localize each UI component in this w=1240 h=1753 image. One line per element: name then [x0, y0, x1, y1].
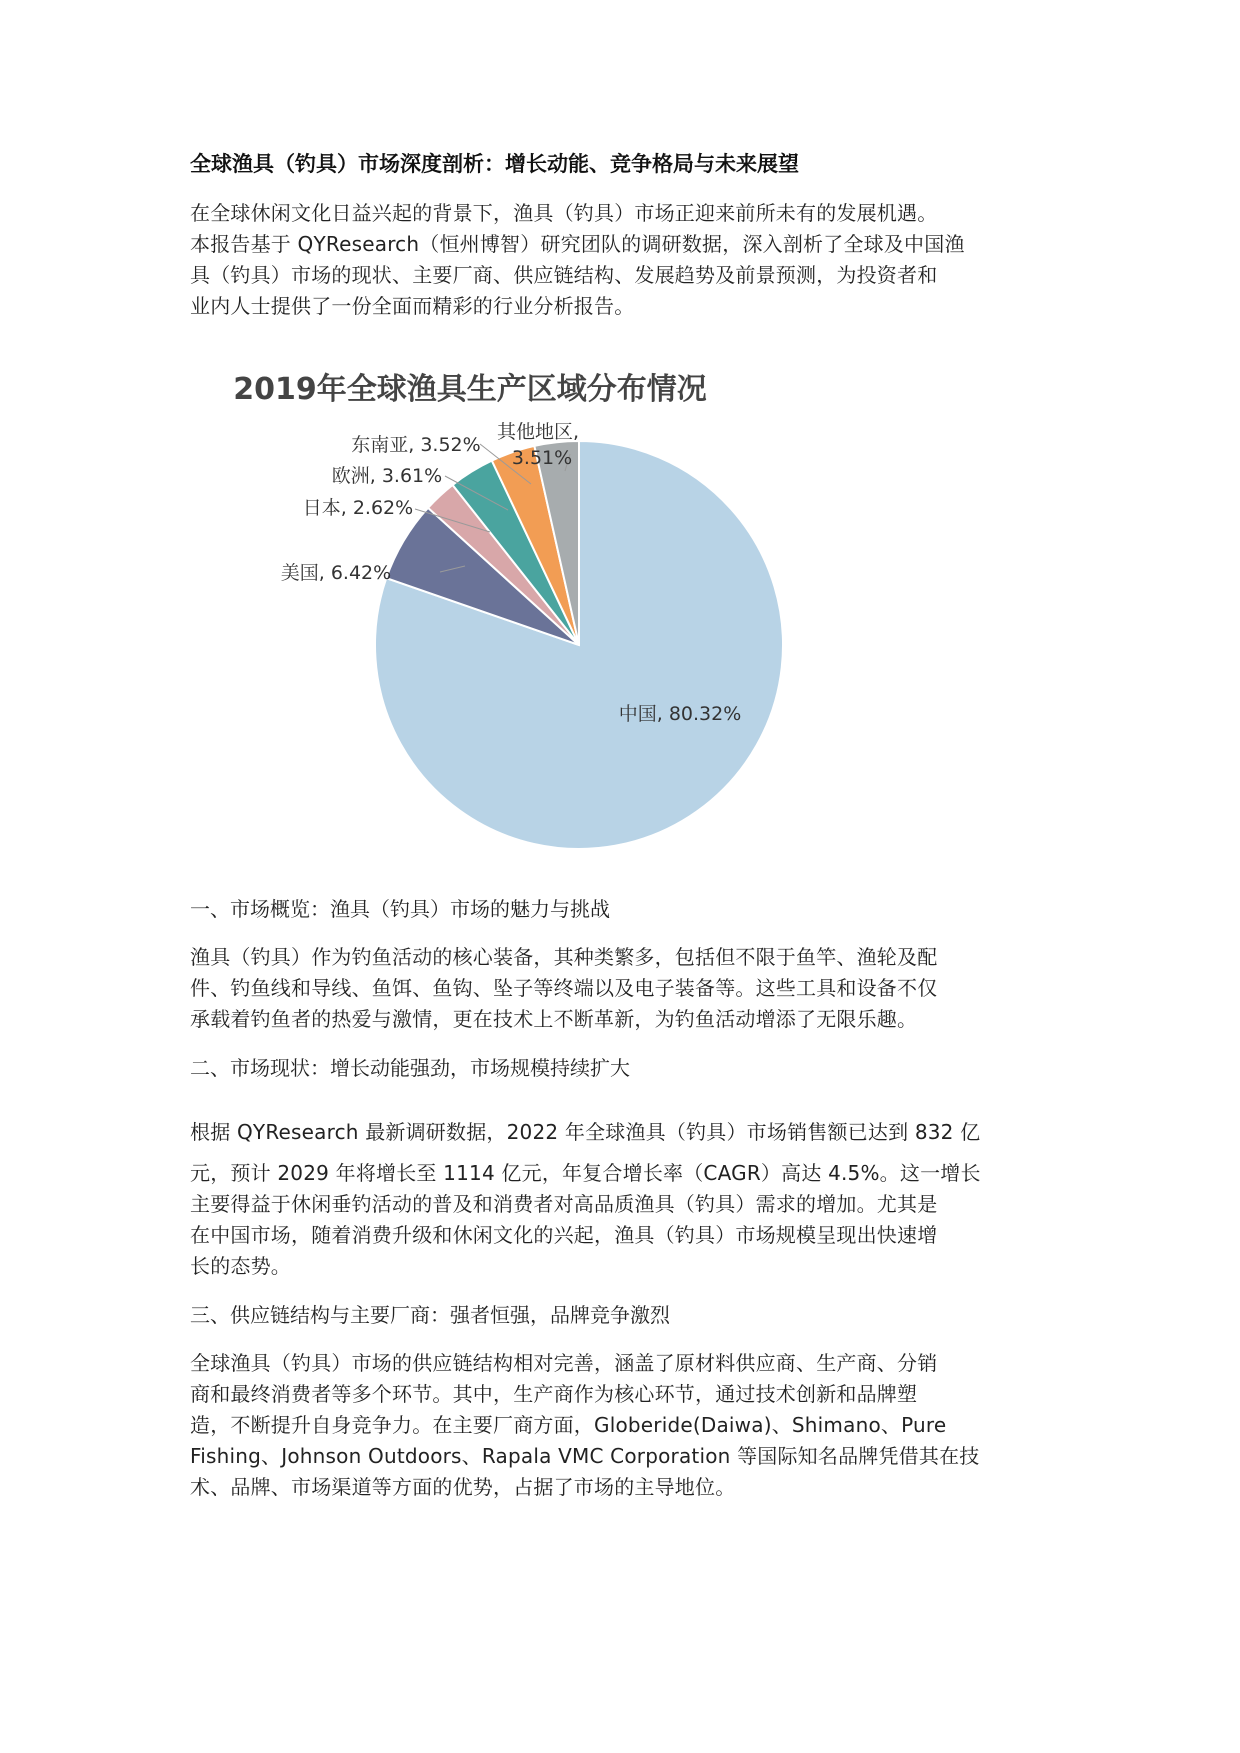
section-line: 渔具（钓具）作为钓鱼活动的核心装备，其种类繁多，包括但不限于鱼竿、渔轮及配 [190, 945, 938, 969]
section-1 [190, 894, 1050, 1035]
slice-label-japan: 日本, 2.62% [302, 497, 414, 519]
section-line: 主要得益于休闲垂钓活动的普及和消费者对高品质渔具（钓具）需求的增加。尤其是 [190, 1192, 938, 1216]
document-page [190, 148, 1050, 1503]
section-line: 承载着钓鱼者的热爱与激情，更在技术上不断革新，为钓鱼活动增添了无限乐趣。 [190, 1007, 918, 1031]
slice-label-china: 中国, 80.32% [618, 703, 742, 725]
section-line: 商和最终消费者等多个环节。其中，生产商作为核心环节，通过技术创新和品牌塑 [190, 1382, 918, 1406]
pie-chart [190, 344, 1050, 884]
slice-label-usa: 美国, 6.42% [280, 562, 392, 584]
section-heading: 一、市场概览：渔具（钓具）市场的魅力与挑战 [190, 897, 610, 921]
chart-title: 2019年全球渔具生产区域分布情况 [233, 372, 707, 407]
section-3 [190, 1300, 1050, 1503]
section-line: 根据 QYResearch 最新调研数据，2022 年全球渔具（钓具）市场销售额已达到 832 亿 [190, 1120, 981, 1144]
slice-label-southeast-asia: 东南亚, 3.52% [351, 434, 481, 456]
document-title: 全球渔具（钓具）市场深度剖析：增长动能、竞争格局与未来展望 [190, 152, 799, 176]
section-heading: 二、市场现状：增长动能强劲，市场规模持续扩大 [190, 1056, 630, 1080]
section-heading: 三、供应链结构与主要厂商：强者恒强，品牌竞争激烈 [190, 1303, 670, 1327]
slice-label-europe: 欧洲, 3.61% [331, 465, 443, 487]
intro-paragraph [190, 198, 1050, 322]
intro-line: 业内人士提供了一份全面而精彩的行业分析报告。 [190, 294, 635, 318]
section-line: 长的态势。 [190, 1254, 291, 1278]
slice-label-other-line2: 3.51% [511, 447, 573, 469]
section-line: 造，不断提升自身竞争力。在主要厂商方面，Globeride(Daiwa)、Shimano、Pure [190, 1413, 947, 1437]
section-line: 在中国市场，随着消费升级和休闲文化的兴起，渔具（钓具）市场规模呈现出快速增 [190, 1223, 938, 1247]
section-line: 元，预计 2029 年将增长至 1114 亿元，年复合增长率（CAGR）高达 4.5%。这一增长 [190, 1161, 981, 1185]
section-line: 件、钓鱼线和导线、鱼饵、鱼钩、坠子等终端以及电子装备等。这些工具和设备不仅 [190, 976, 938, 1000]
intro-line: 在全球休闲文化日益兴起的背景下，渔具（钓具）市场正迎来前所未有的发展机遇。 [190, 201, 938, 225]
section-line: 全球渔具（钓具）市场的供应链结构相对完善，涵盖了原材料供应商、生产商、分销 [190, 1351, 938, 1375]
intro-line: 本报告基于 QYResearch（恒州博智）研究团队的调研数据，深入剖析了全球及中国渔 [190, 232, 965, 256]
section-line: Fishing、Johnson Outdoors、Rapala VMC Corporation 等国际知名品牌凭借其在技 [190, 1444, 980, 1468]
section-2 [190, 1053, 1050, 1282]
slice-label-other-line1: 其他地区, [496, 421, 580, 443]
intro-line: 具（钓具）市场的现状、主要厂商、供应链结构、发展趋势及前景预测，为投资者和 [190, 263, 938, 287]
section-line: 术、品牌、市场渠道等方面的优势，占据了市场的主导地位。 [190, 1475, 736, 1499]
pie-chart-figure [190, 344, 1050, 884]
